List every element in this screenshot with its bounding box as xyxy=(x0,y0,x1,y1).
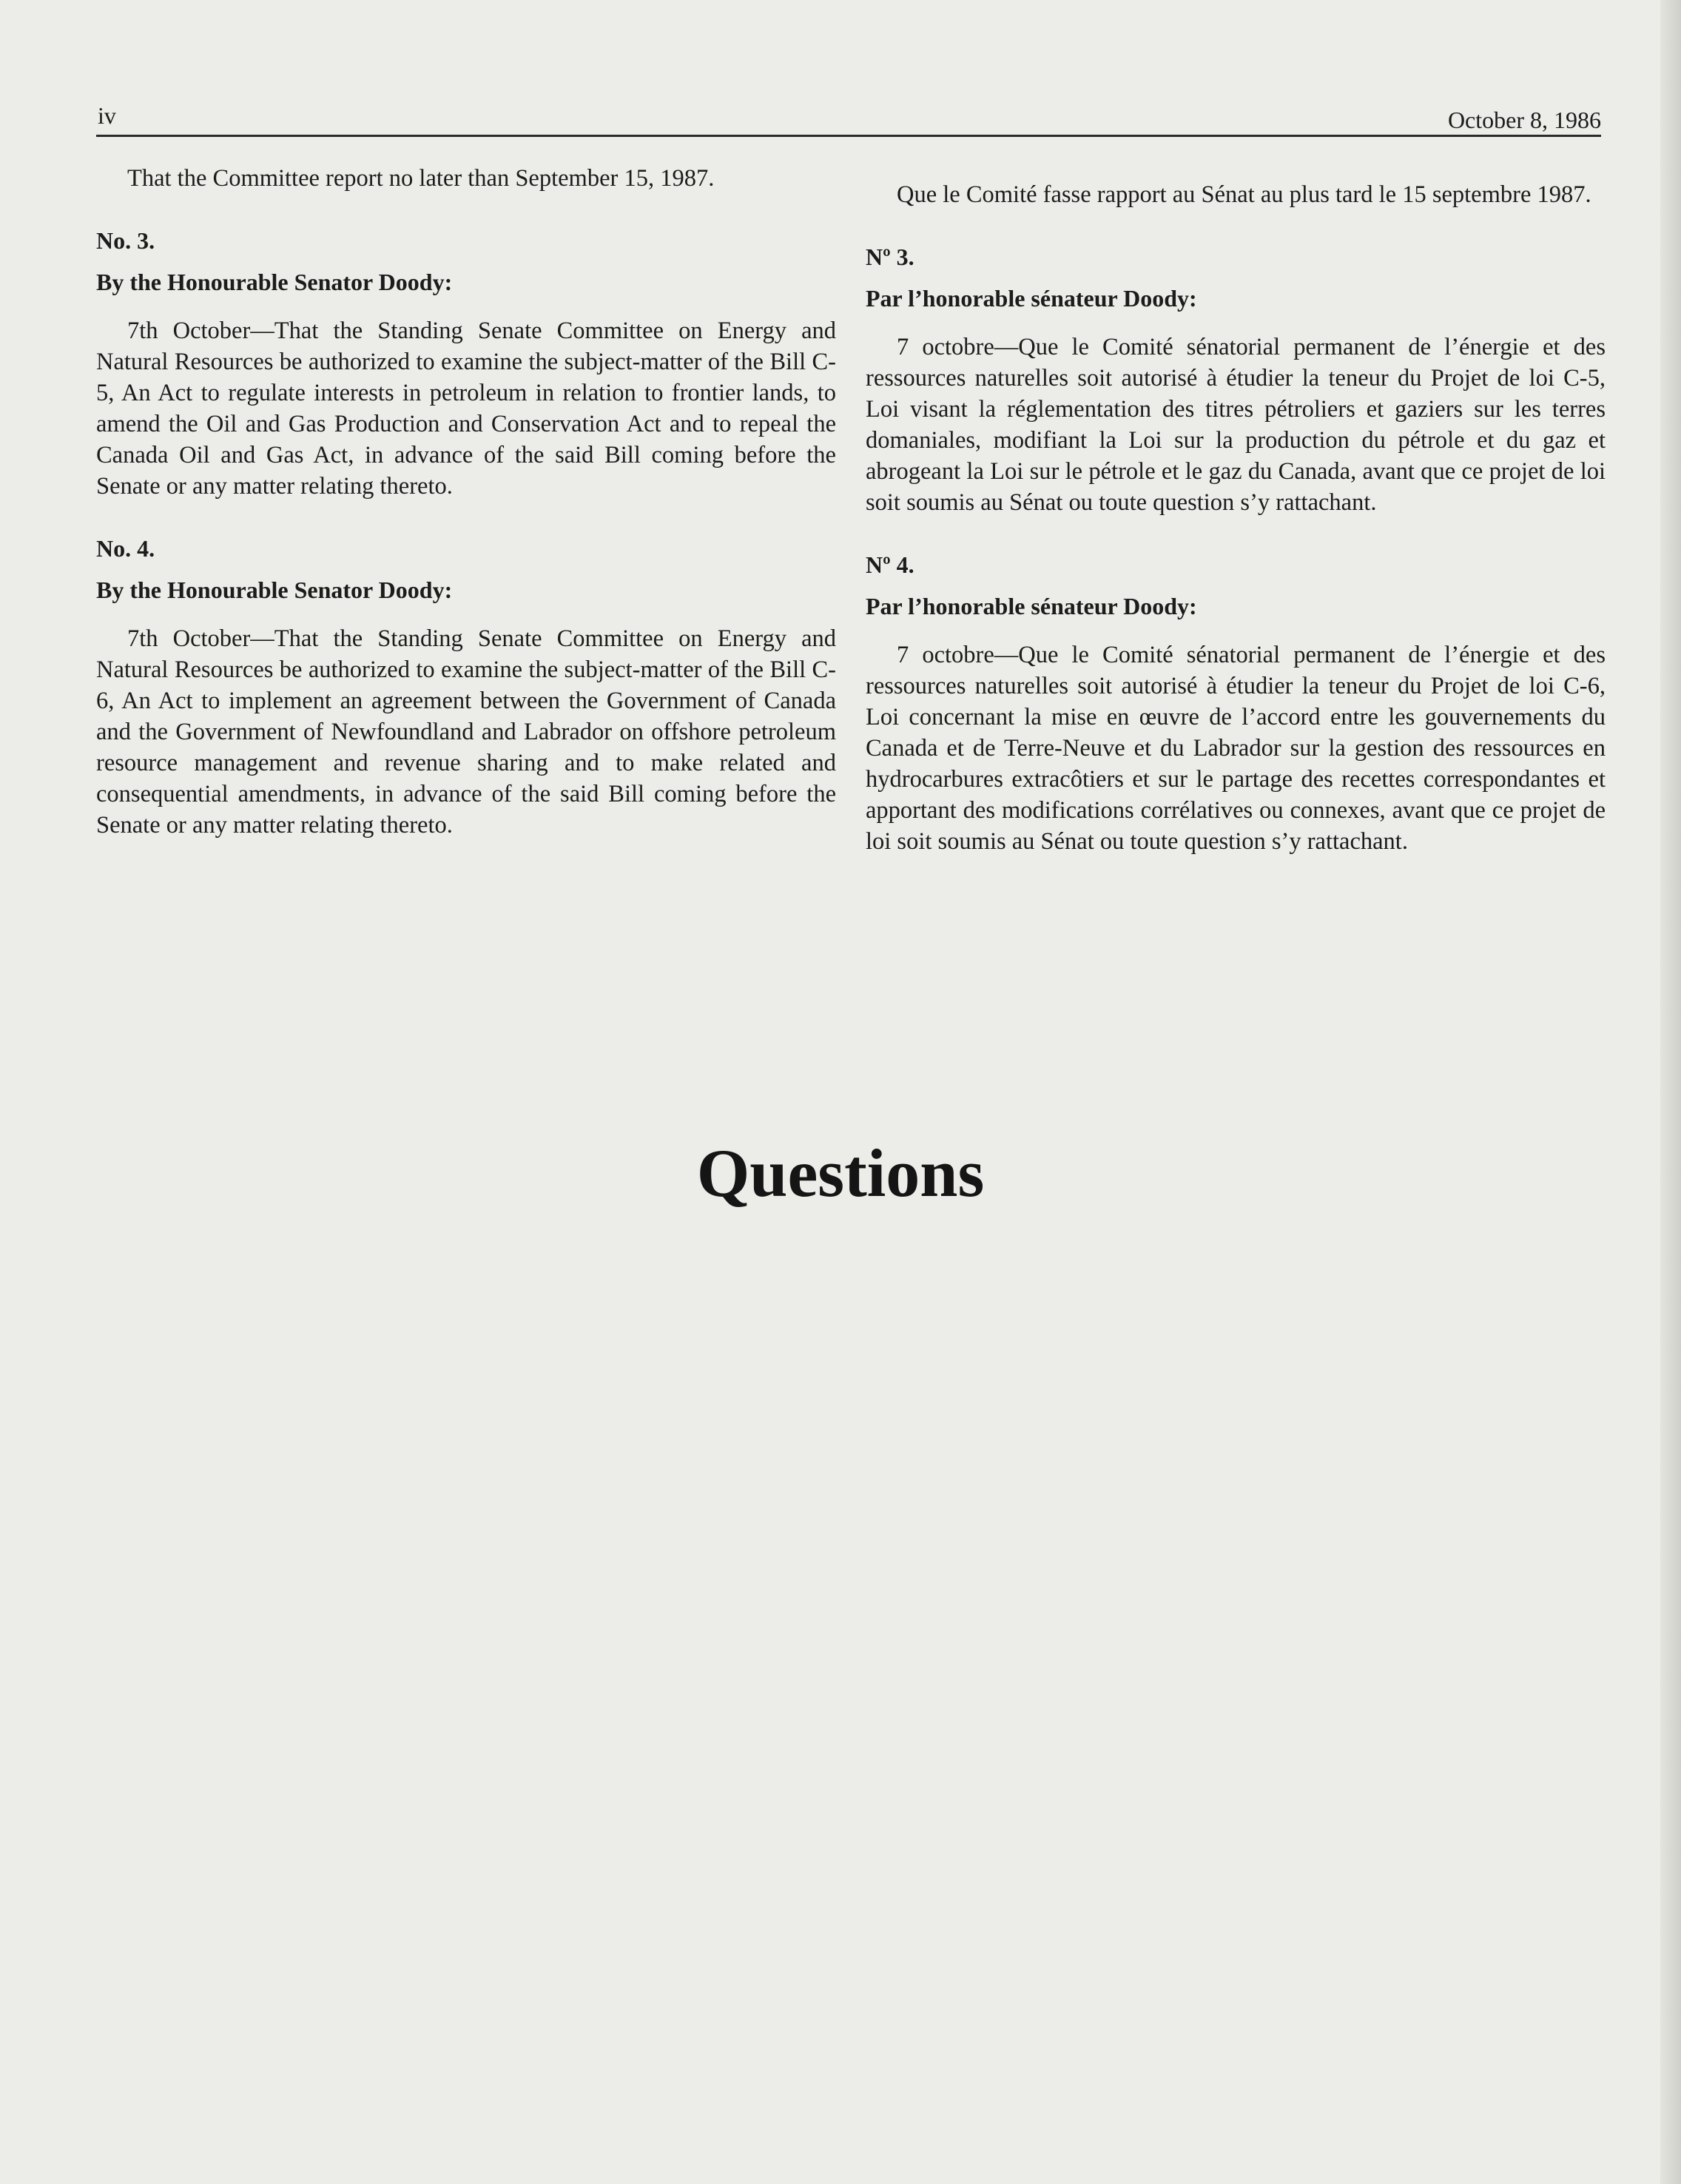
item-number: No. 3. xyxy=(96,227,155,254)
french-column xyxy=(866,179,1606,857)
item-sponsor: By the Honourable Senator Doody: xyxy=(96,577,453,603)
item-text: 7 octobre—Que le Comité sénatorial permanent de l’énergie et des ressources naturelles soit autorisé à étudier la teneur du Projet de loi C-6, Loi concernant la mise en œuvre de l’accord entre les gouvernements du Canada et de Terre-Neuve et du Labrador sur la gestion des ressources en hydrocarbures extracôtiers et sur le partage des recettes correspondantes et apportant des modifications corrélatives ou connexes, avant que ce projet de loi soit soumis au Sénat ou toute question s’y rattachant. xyxy=(866,642,1606,855)
item-sponsor: By the Honourable Senator Doody: xyxy=(96,269,453,295)
item-number: Nº 3. xyxy=(866,243,914,270)
page-header xyxy=(96,102,1601,137)
item-number: Nº 4. xyxy=(866,551,914,578)
item-number: No. 4. xyxy=(96,535,155,562)
item-sponsor: Par l’honorable sénateur Doody: xyxy=(866,593,1197,619)
page-number: iv xyxy=(98,102,116,129)
section-title: Questions xyxy=(696,1135,985,1211)
header-date: October 8, 1986 xyxy=(1447,107,1601,133)
english-column xyxy=(96,163,836,841)
item-text: 7 octobre—Que le Comité sénatorial permanent de l’énergie et des ressources naturelles soit autorisé à étudier la teneur du Projet de loi C-5, Loi visant la réglementation des titres pétroliers et gaziers sur les terres domaniales, modifiant la Loi sur la production du pétrole et du gaz et abrogeant la Loi sur le pétrole et le gaz du Canada, avant que ce projet de loi soit soumis au Sénat ou toute question s’y rattachant. xyxy=(866,334,1606,516)
page-edge-shadow xyxy=(1660,0,1681,2184)
item-text: 7th October—That the Standing Senate Committee on Energy and Natural Resources be authorized to examine the subject-matter of the Bill C-6, An Act to implement an agreement between the Government of Canada and the Government of Newfoundland and Labrador on offshore petroleum resource management and revenue sharing and to make related and consequential amendments, in advance of the said Bill coming before the Senate or any matter relating thereto. xyxy=(96,625,836,839)
item-text: 7th October—That the Standing Senate Committee on Energy and Natural Resources be authorized to examine the subject-matter of the Bill C-5, An Act to regulate interests in petroleum in relation to frontier lands, to amend the Oil and Gas Production and Conservation Act and to repeal the Canada Oil and Gas Act, in advance of the said Bill coming before the Senate or any matter relating thereto. xyxy=(96,317,836,500)
item-sponsor: Par l’honorable sénateur Doody: xyxy=(866,285,1197,312)
intro-paragraph: Que le Comité fasse rapport au Sénat au plus tard le 15 septembre 1987. xyxy=(897,181,1591,208)
intro-paragraph: That the Committee report no later than September 15, 1987. xyxy=(127,165,715,192)
